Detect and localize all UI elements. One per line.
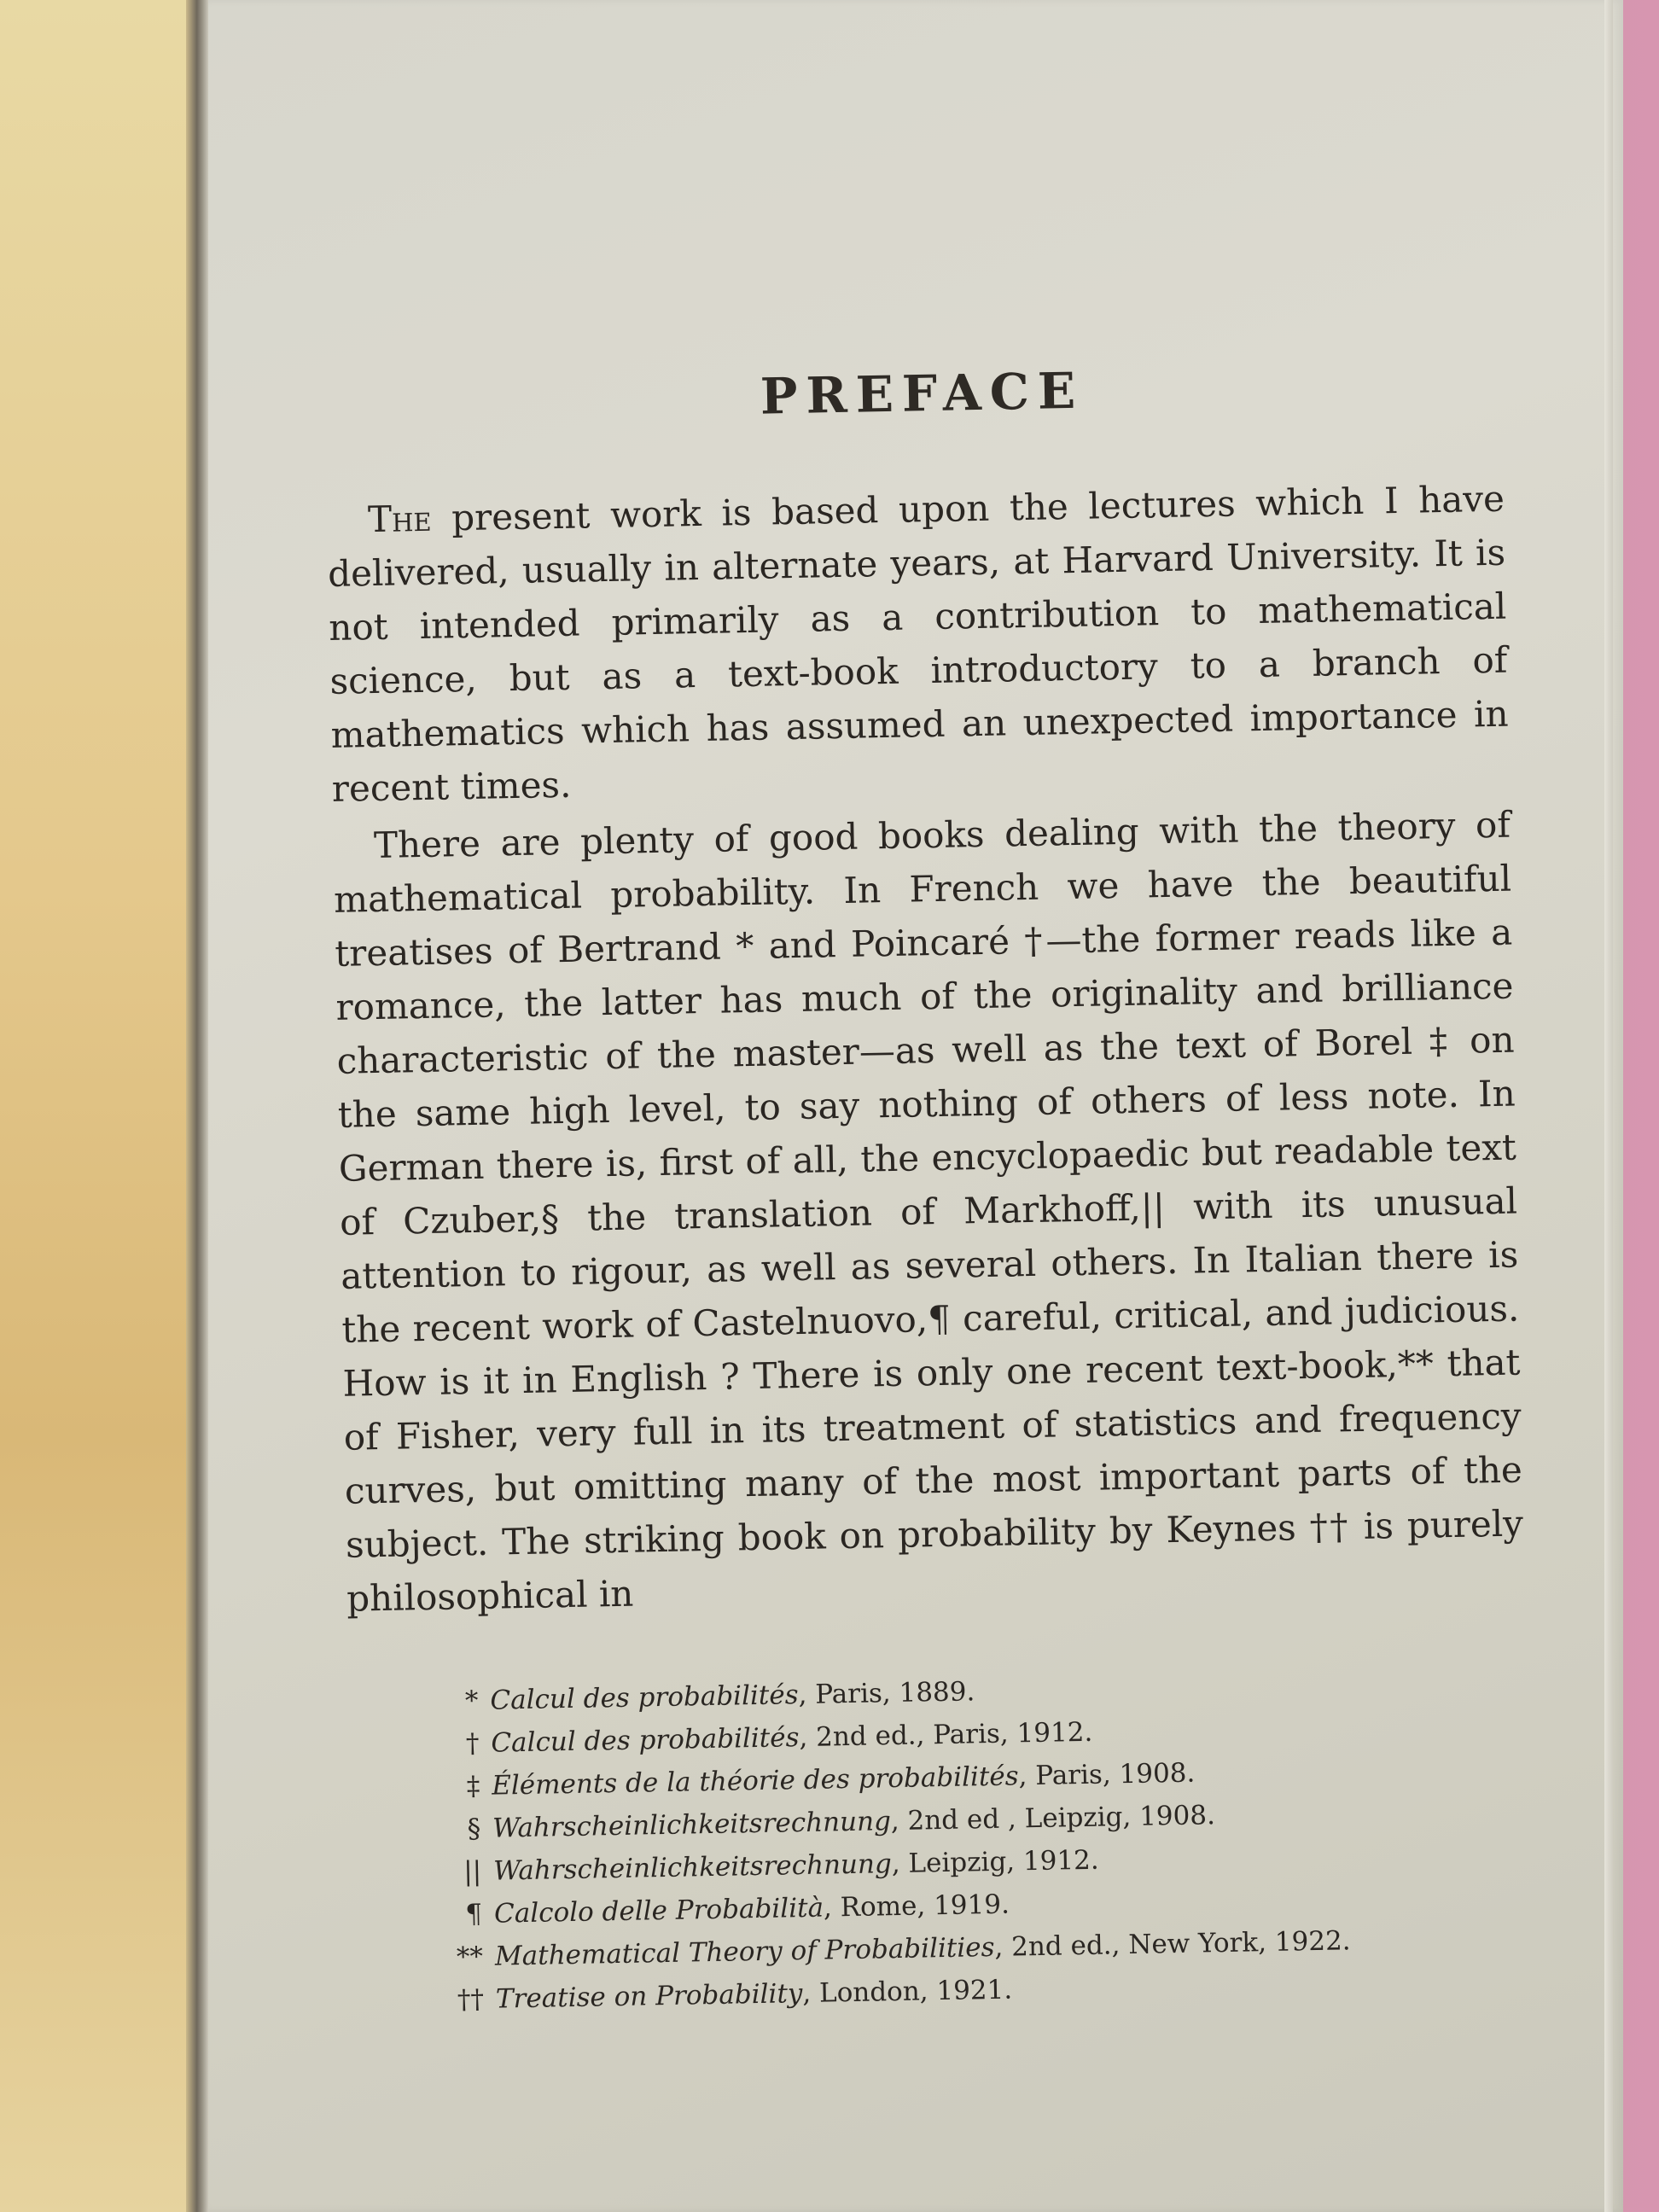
page-title: PREFACE [760, 361, 1085, 426]
footnote-mark: ‡ [466, 1770, 480, 1802]
footnote-details: , Paris, 1889. [798, 1676, 975, 1711]
footnote-mark: ** [456, 1941, 484, 1973]
footnote-details: , 2nd ed., Paris, 1912. [799, 1716, 1093, 1754]
footnote-details: , 2nd ed , Leipzig, 1908. [890, 1800, 1216, 1837]
footnote-mark: ¶ [465, 1898, 483, 1930]
footnote-title: Wahrscheinlichkeitsrechnung [492, 1848, 893, 1887]
page-text [324, 354, 1532, 2023]
footnote-title: Calcolo delle Probabilità [493, 1892, 824, 1930]
footnote-title: Calcul des probabilités [490, 1679, 799, 1716]
footnote-mark: † [465, 1727, 480, 1760]
footnote-title: Wahrscheinlichkeitsrechnung [492, 1806, 892, 1844]
paragraph-1 [327, 472, 1511, 816]
footnote-mark: * [464, 1685, 479, 1717]
footnote-mark: †† [457, 1983, 485, 2016]
footnote-title: Calcul des probabilités [491, 1722, 800, 1759]
footnote-details: , Paris, 1908. [1018, 1757, 1196, 1792]
footnote-details: , London, 1921. [802, 1974, 1013, 2010]
footnote-details: , 2nd ed., New York, 1922. [994, 1925, 1351, 1963]
footnote-mark: || [463, 1855, 482, 1888]
footnotes [348, 1660, 1532, 2023]
facing-page [0, 0, 196, 2212]
footnote-details: , Leipzig, 1912. [891, 1844, 1100, 1880]
footnote-title: Éléments de la théorie des probabilités [491, 1761, 1019, 1802]
footnote-mark: § [467, 1813, 481, 1845]
page-edge [1604, 0, 1613, 2212]
paragraph-1-lead: The [367, 497, 433, 541]
footnote-title: Treatise on Probability [495, 1978, 803, 2015]
paragraph-2: There are plenty of good books dealing with the theory of mathematical probability. In French we have the beautiful treatises of Bertrand * and Poincaré †—the former reads like a romance, the latter has much of the originality and brilliance characteristic of the master—as well as the text of Borel ‡ on the same high level, to say nothing of others of less note. In German there is, first of all, the encyclopaedic but readable text of Czuber,§ the translation of Markhoff,|| with its unusual attention to rigour, as well as several others. In Italian there is the recent work of Castelnuovo,¶ careful, critical, and judicious. How is it in English ? There is only one recent text-book,** that of Fisher, very full in its treatment of statistics and frequency curves, but omitting many of the most important parts of the subject. The striking book on probability by Keynes †† is purely philosophical in [333, 803, 1524, 1620]
paragraph-1-text: present work is based upon the lectures which I have delivered, usually in alternate years, at Harvard University. It is not intended primarily as a contribution to mathematical science, but as a text-book introductory to a branch of mathematics which has assumed an unexpected importance in recent times. [327, 477, 1509, 810]
footnote-details: , Rome, 1919. [823, 1889, 1010, 1924]
footnote-title: Mathematical Theory of Probabilities [494, 1931, 995, 1972]
book-gutter [186, 0, 210, 2212]
